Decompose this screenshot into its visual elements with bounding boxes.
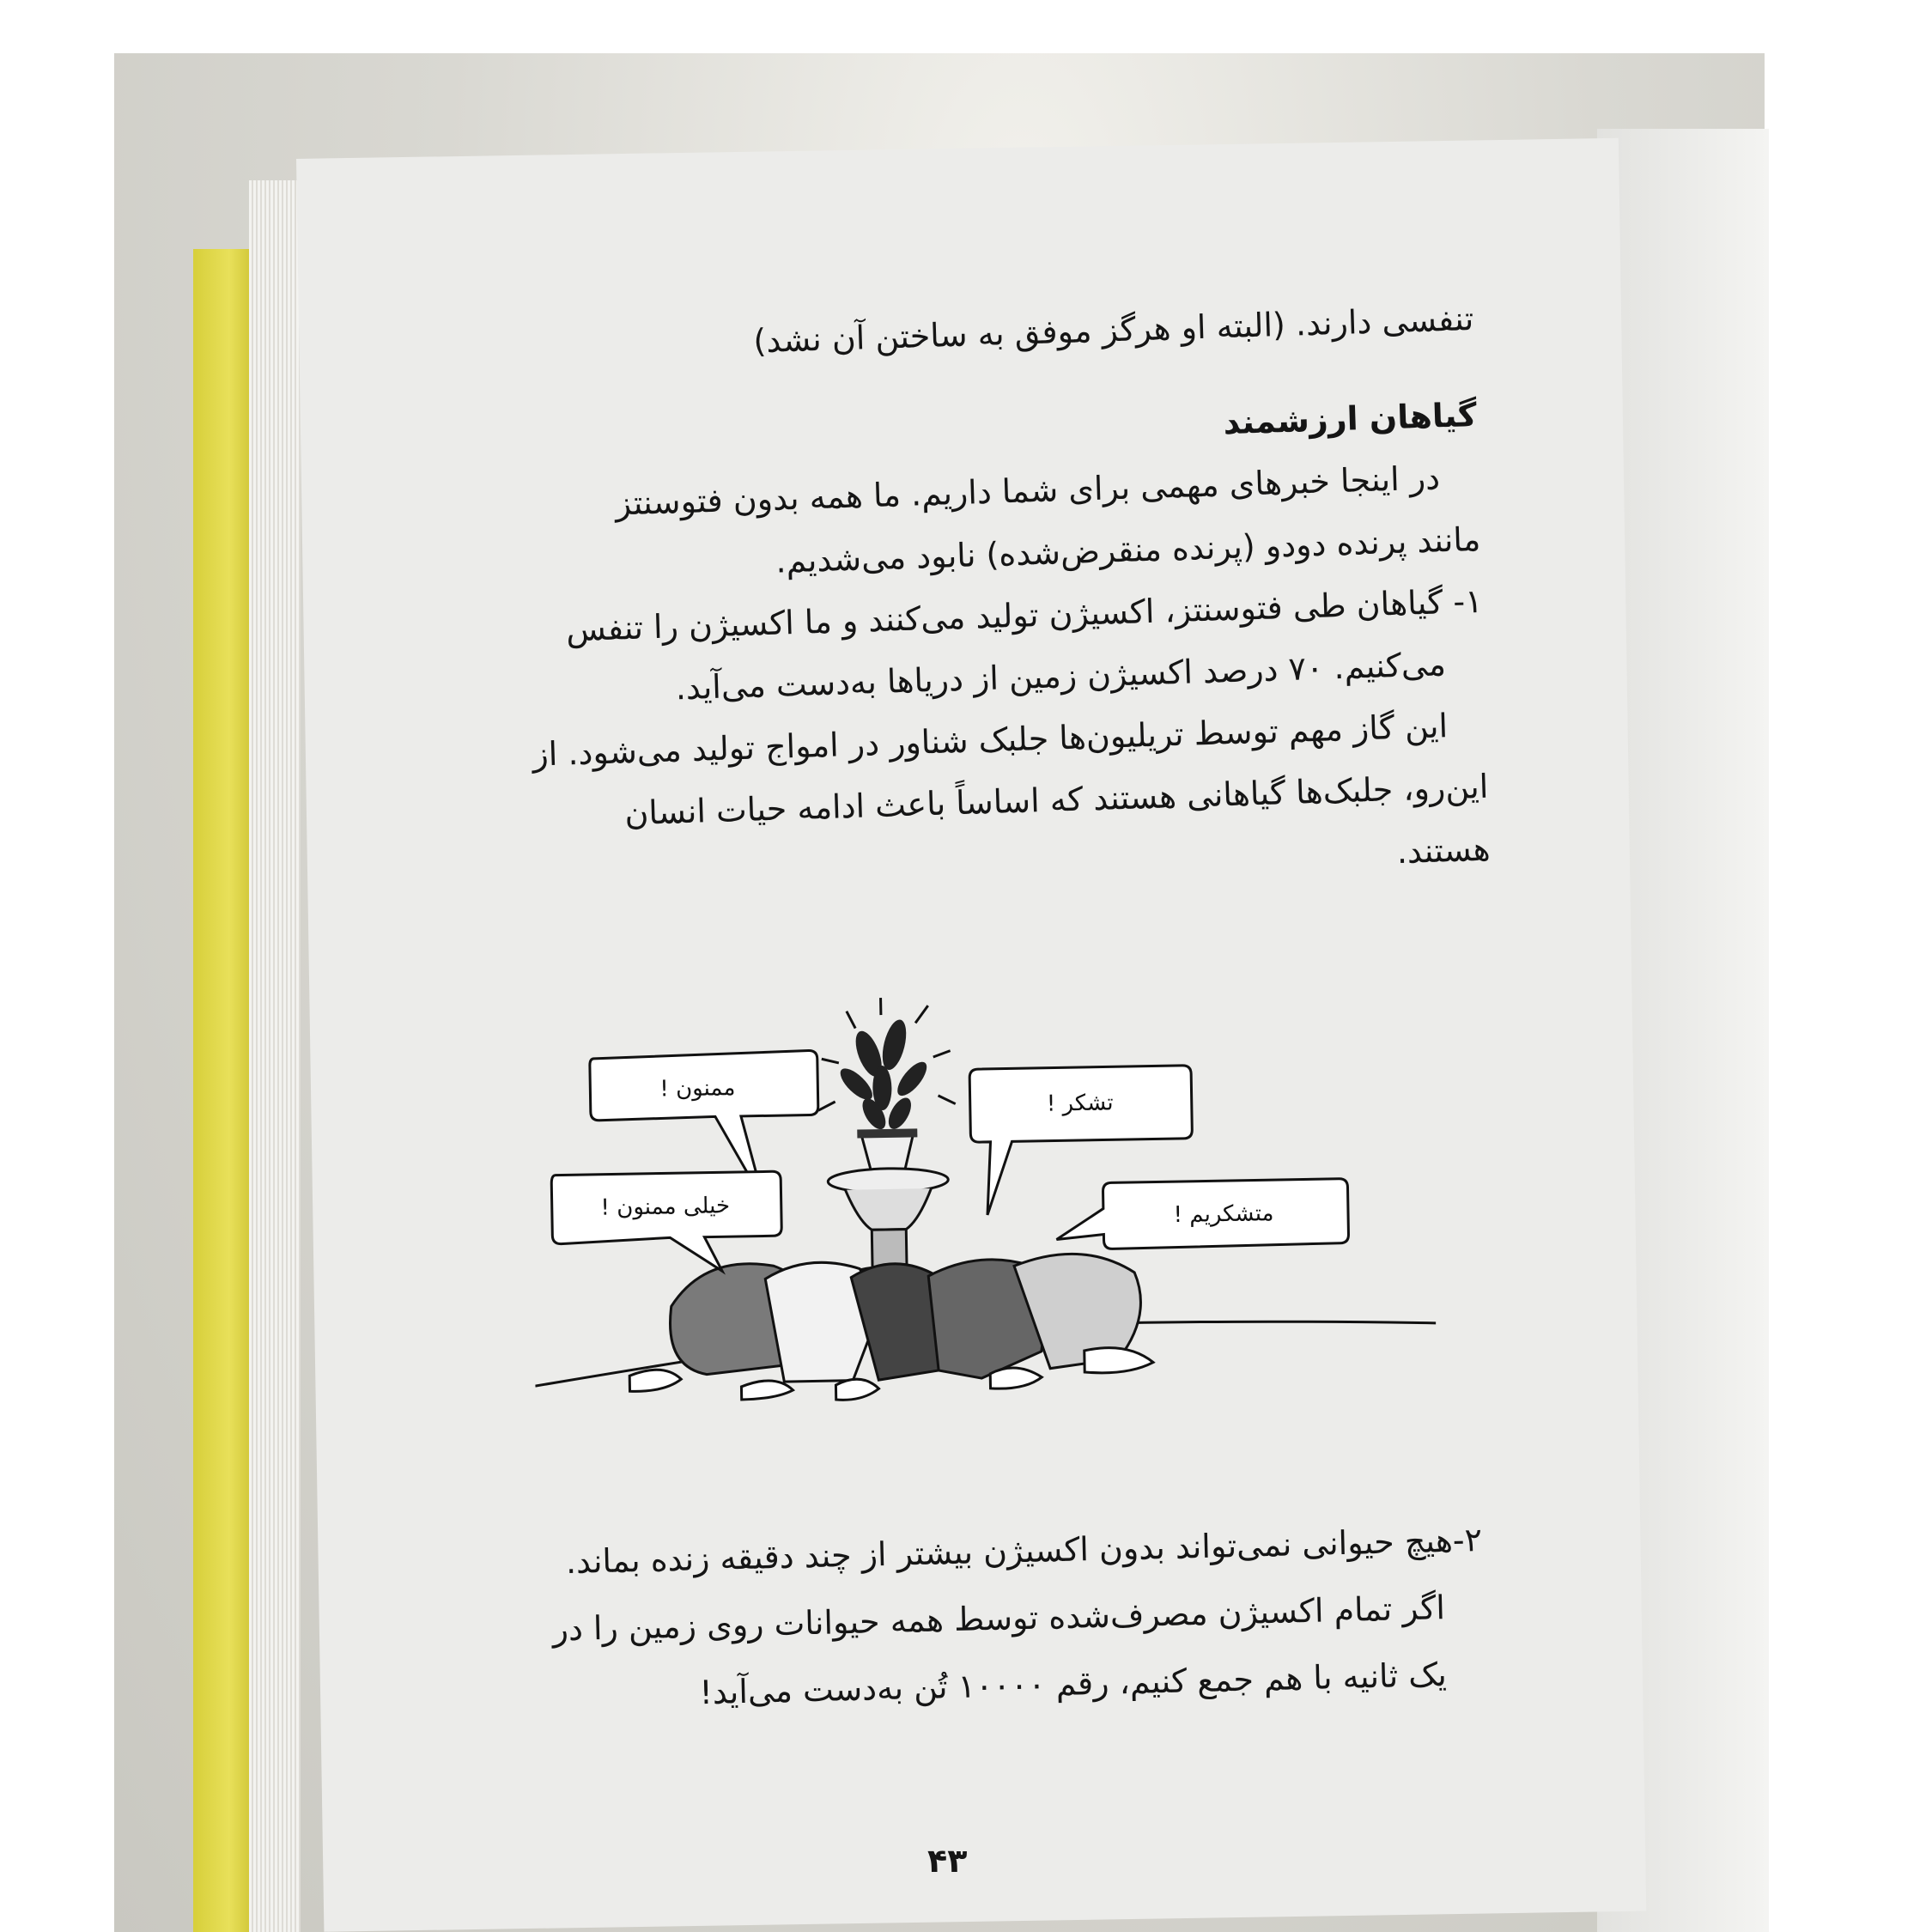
speech-bubble-3 [551,1171,782,1274]
speech-bubble-4 [1055,1179,1348,1250]
paragraph-line-1: این گاز مهم توسط تریلیون‌ها جلبک شناور در امواج تولید می‌شود. از [532,707,1449,774]
intro-line-2: مانند پرنده دودو (پرنده منقرض‌شده) نابود می‌شدیم. [775,519,1481,580]
bubble-2-text: تشکر ! [1046,1090,1114,1117]
continued-line: تنفسی دارند. (البته او هرگز موفق به ساختن آن نشد) [752,299,1474,361]
paragraph-line-2: این‌رو، جلبک‌ها گیاهانی هستند که اساساً باعث ادامه حیات انسان [623,768,1489,833]
page-stack-edges [249,180,301,1932]
page-text-lower [459,1507,1485,1733]
point1-line-1: ۱- گیاهان طی فتوسنتز، اکسیژن تولید می‌کنند و ما اکسیژن را تنفس [565,581,1484,649]
page-text-upper [469,288,1492,911]
cartoon-illustration [529,984,1438,1446]
cartoon-svg [529,984,1438,1446]
book-cover-edge [193,249,253,1932]
point2-line-1: ۲-هیچ حیوانی نمی‌تواند بدون اکسیژن بیشتر از چند دقیقه زنده بماند. [565,1520,1483,1582]
point1-line-2: می‌کنیم. ۷۰ درصد اکسیژن زمین از دریاها به‌دست می‌آید. [674,645,1447,708]
intro-line-1: در اینجا خبرهای مهمی برای شما داریم. ما همه بدون فتوسنتز [615,459,1441,523]
bubble-3-text: خیلی ممنون ! [600,1193,731,1221]
point2-line-2: اگر تمام اکسیژن مصرف‌شده توسط همه حیوانات روی زمین را در [552,1588,1446,1649]
page-number: ۴۳ [927,1842,968,1880]
bubble-4-text: متشکریم ! [1173,1200,1274,1229]
paragraph-line-3: هستند. [1395,829,1492,871]
point2-line-3: یک ثانیه با هم جمع کنیم، رقم ۱۰۰۰۰ تُن به‌دست می‌آید! [699,1655,1448,1712]
section-heading: گیاهان ارزشمند [1222,396,1478,442]
bubble-1-text: ممنون ! [659,1075,736,1103]
